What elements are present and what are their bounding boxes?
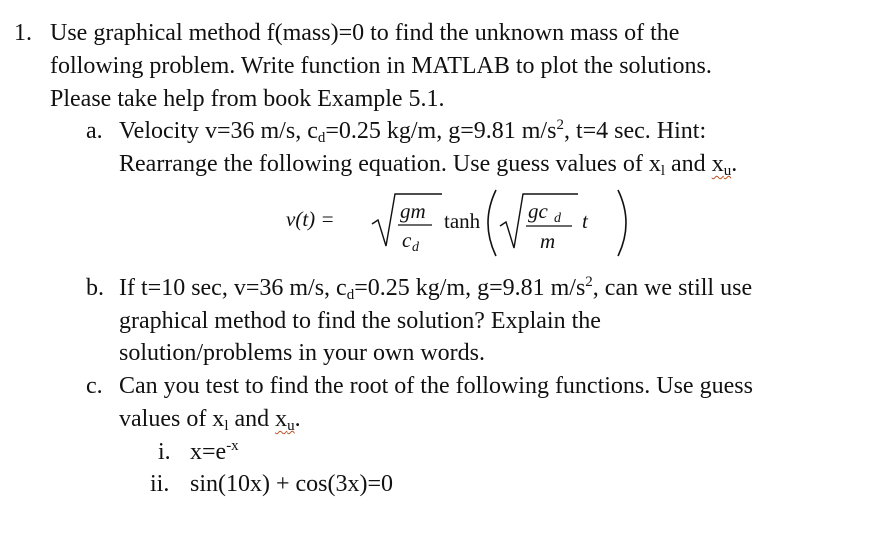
fraction-denominator-sub-d: d (412, 240, 419, 255)
fraction-denominator-c: c (402, 228, 412, 252)
part-a-text: =0.25 kg/m, g=9.81 m/s (325, 118, 557, 144)
part-b-text: , can we still use (592, 275, 753, 301)
fraction-denominator-m: m (540, 229, 556, 253)
fraction-numerator-sub-d: d (554, 211, 561, 226)
subscript-l: l (660, 163, 666, 179)
part-a-text: , t=4 sec. Hint: (563, 118, 707, 144)
spellcheck-underlined-xu (712, 151, 732, 177)
subitem-ii-label: ii. (150, 471, 170, 497)
superscript-2: 2 (585, 274, 593, 290)
variable-x: x (275, 406, 288, 432)
equation-text: x=e (190, 439, 227, 465)
spellcheck-underlined-xu (275, 406, 295, 432)
variable-x: x (711, 151, 724, 177)
subscript-d: d (346, 287, 355, 303)
subscript-u: u (723, 163, 732, 179)
part-a-line-2 (119, 149, 737, 179)
part-b-text: =0.25 kg/m, g=9.81 m/s (354, 275, 586, 301)
right-paren (618, 190, 626, 256)
part-b-line-2: graphical method to find the solution? Explain the (119, 308, 601, 334)
subscript-u: u (287, 418, 295, 434)
part-c-label: c. (86, 373, 103, 399)
part-c-text: values of x (119, 406, 225, 432)
question-line-3: Please take help from book Example 5.1. (50, 86, 445, 112)
question-line-1: Use graphical method f(mass)=0 to find the unknown mass of the (50, 20, 680, 46)
part-a-text: Rearrange the following equation. Use guess values of x (119, 151, 661, 177)
variable-t: t (582, 209, 588, 233)
question-line-2: following problem. Write function in MATLAB to plot the solutions. (50, 53, 712, 79)
subitem-ii-text: sin(10x) + cos(3x)=0 (190, 471, 394, 497)
tanh-function: tanh (444, 209, 481, 233)
superscript-2: 2 (556, 117, 564, 133)
left-paren (488, 190, 496, 256)
subscript-l: l (224, 418, 229, 434)
part-c-line-1: Can you test to find the root of the following functions. Use guess (119, 373, 753, 399)
superscript-neg-x: -x (226, 438, 239, 454)
subitem-i-label: i. (158, 439, 171, 465)
equation-lhs: v(t) = (286, 207, 335, 231)
fraction-numerator-gc: gc (528, 199, 548, 223)
velocity-equation (282, 184, 642, 262)
fraction-numerator-gm: gm (400, 199, 426, 223)
question-number: 1. (14, 20, 32, 46)
part-a-text: Velocity v=36 m/s, c (119, 118, 318, 144)
part-b-text: If t=10 sec, v=36 m/s, c (119, 275, 347, 301)
part-c-text: and (228, 406, 276, 432)
part-b-label: b. (86, 275, 104, 301)
part-b-line-1 (119, 273, 752, 303)
part-a-line-1 (119, 116, 706, 146)
part-c-line-2 (119, 404, 301, 434)
part-a-text: . (731, 151, 738, 177)
subitem-i-text (190, 437, 239, 467)
part-a-label: a. (86, 118, 103, 144)
part-c-text: . (294, 406, 301, 432)
part-b-line-3: solution/problems in your own words. (119, 340, 485, 366)
subscript-d: d (317, 130, 326, 146)
part-a-text: and (665, 151, 712, 177)
